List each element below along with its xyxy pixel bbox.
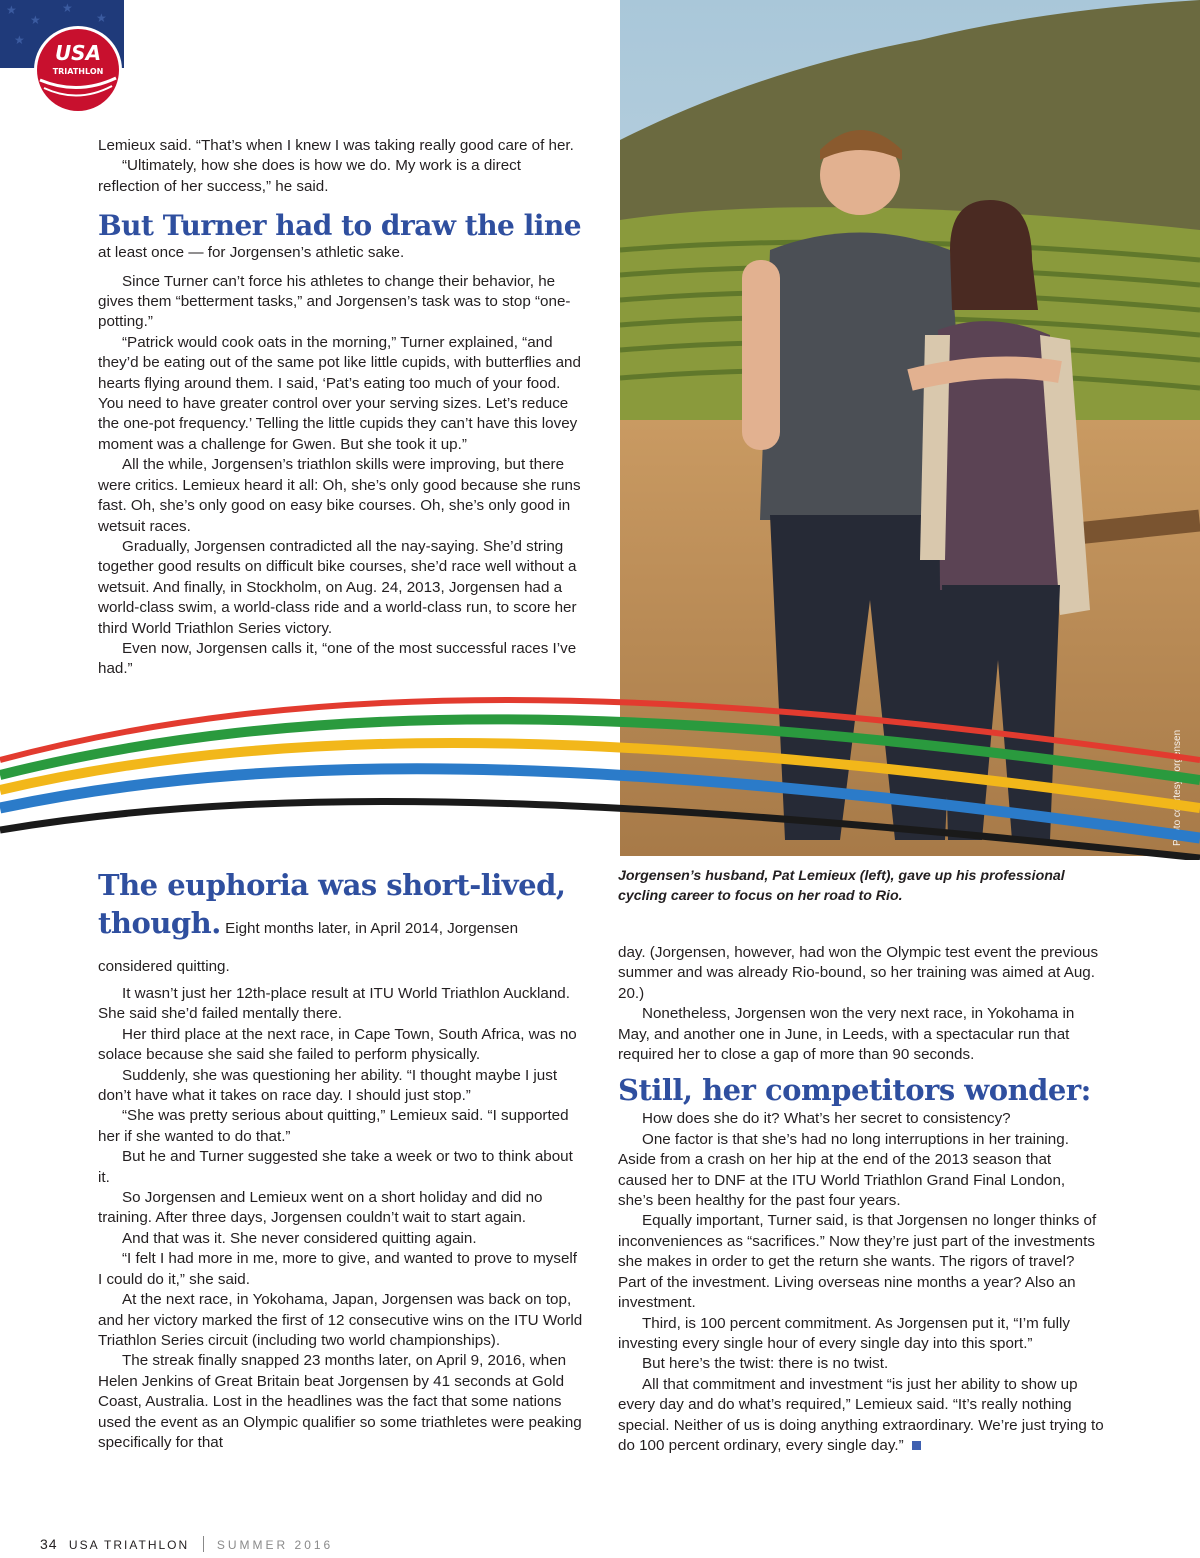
paragraph: day. (Jorgensen, however, had won the Olympic test event the previous summer and was already Rio-bound, so her training was aimed at Aug. 20.): [618, 944, 1099, 1002]
svg-text:★: ★: [14, 33, 25, 47]
paragraph: How does she do it? What’s her secret to consistency?: [642, 1110, 1011, 1128]
paragraph: “She was pretty serious about quitting,” Lemieux said. “I supported her if she wanted to do that.”: [98, 1107, 569, 1145]
paragraph: Even now, Jorgensen calls it, “one of the most successful races I’ve had.”: [98, 639, 577, 678]
photo-caption: Jorgensen’s husband, Pat Lemieux (left), gave up his professional cycling career to focus on her road to Rio.: [618, 868, 1065, 904]
section-heading-text: The euphoria was short-lived, though.: [98, 868, 566, 940]
paragraph: So Jorgensen and Lemieux went on a short holiday and did no training. After three days, Jorgensen couldn’t wait to start again.: [98, 1189, 543, 1227]
heading-lead-text: at least once — for Jorgensen’s athletic sake.: [98, 244, 405, 262]
paragraph: “Ultimately, how she does is how we do. My work is a direct reflection of her success,” he said.: [98, 157, 521, 195]
section-heading: But Turner had to draw the line: [98, 209, 582, 243]
paragraph: Lemieux said. “That’s when I knew I was taking really good care of her.: [98, 137, 574, 154]
paragraph: Nonetheless, Jorgensen won the very next race, in Yokohama in May, and another one in June, in Leeds, with a spectacular run that required her to close a gap of more than 90 seconds.: [618, 1005, 1075, 1064]
section-heading: Still, her competitors wonder:: [618, 1073, 1091, 1108]
footer-divider: [203, 1536, 204, 1552]
article-column-2: [98, 866, 584, 1453]
paragraph: But he and Turner suggested she take a week or two to think about it.: [98, 1148, 573, 1186]
issue-label: SUMMER 2016: [216, 1538, 334, 1552]
page-number: 34: [40, 1536, 58, 1552]
paragraph: Suddenly, she was questioning her ability. “I thought maybe I just don’t have what it takes on race day. I should just stop.”: [98, 1066, 558, 1105]
magazine-name: USA TRIATHLON: [68, 1538, 190, 1552]
svg-text:USA: USA: [54, 41, 102, 65]
section-heading: [98, 866, 584, 980]
paragraph: It wasn’t just her 12th-place result at ITU World Triathlon Auckland. She said she’d failed mentally there.: [98, 985, 570, 1023]
decorative-ribbons: [0, 690, 1200, 860]
svg-text:★: ★: [62, 1, 73, 15]
paragraph: At the next race, in Yokohama, Japan, Jorgensen was back on top, and her victory marked the first of 12 consecutive wins on the ITU World Triathlon Series circuit (including two world championships).: [98, 1291, 583, 1349]
paragraph: Equally important, Turner said, is that Jorgensen no longer thinks of inconveniences as “sacrifices.” Now they’re just part of the investments she makes in order to get the return she wants. The rigors of travel? Part of the investment. Living overseas nine months a year? Also an investment.: [618, 1212, 1097, 1312]
paragraph: One factor is that she’s had no long interruptions in her training. Aside from a crash on her hip at the end of the 2013 season that caused her to DNF at the ITU World Triathlon Grand Final London, she’s been healthy for the past four years.: [618, 1130, 1069, 1210]
paragraph: “I felt I had more in me, more to give, and wanted to prove to myself I could do it,” she said.: [98, 1250, 577, 1288]
paragraph: Her third place at the next race, in Cape Town, South Africa, was no solace because she said she failed to perform physically.: [98, 1025, 577, 1064]
svg-text:TRIATHLON: TRIATHLON: [52, 67, 104, 76]
subhead-paragraph: [98, 209, 584, 263]
page-footer: [40, 1536, 333, 1552]
svg-text:★: ★: [96, 11, 107, 25]
photo-credit: Photo courtesy Jorgensen: [1172, 729, 1183, 846]
paragraph: [618, 1375, 1104, 1457]
usa-triathlon-logo: [0, 0, 124, 118]
paragraph: Third, is 100 percent commitment. As Jorgensen put it, “I’m fully investing every single hour of every single day into this sport.”: [618, 1314, 1070, 1352]
paragraph: All the while, Jorgensen’s triathlon skills were improving, but there were critics. Lemieux heard it all: Oh, she’s only good because she runs fast. Oh, she’s only good on easy bike courses. Oh, she’s only good in wetsuit races.: [98, 456, 581, 535]
paragraph: Gradually, Jorgensen contradicted all the nay-saying. She’d string together good results on difficult bike courses, she’d race well without a wetsuit. And finally, in Stockholm, on Aug. 24, 2013, Jorgensen had a world-class swim, a world-class ride and a world-class run, to score her third World Triathlon Series victory.: [98, 537, 577, 637]
paragraph: And that was it. She never considered quitting again.: [122, 1229, 477, 1247]
svg-text:★: ★: [6, 3, 17, 17]
end-of-article-mark: [912, 1441, 921, 1450]
article-column-3: [618, 943, 1104, 1456]
paragraph: But here’s the twist: there is no twist.: [642, 1355, 889, 1373]
heading-lead-text: Eight months later, in April 2014, Jorgensen considered quitting.: [98, 920, 519, 975]
paragraph: “Patrick would cook oats in the morning,” Turner explained, “and they’d be eating out of the same pot like little cupids, with butterflies and hearts flying around them. I said, ‘Pat’s eating too much of your food. You need to have greater control over your serving sizes. Let’s reduce the one-pot frequency.’ Telling the little cupids they can’t have this lovey moment was a challenge for Gwen. But she took it up.”: [98, 333, 581, 453]
paragraph: Since Turner can’t force his athletes to change their behavior, he gives them “betterment tasks,” and Jorgensen’s task was to stop “one-potting.”: [98, 272, 571, 331]
paragraph-text: All that commitment and investment “is just her ability to show up every day and do what’s required,” Lemieux said. “It’s really nothing special. Neither of us is doing anything extraordinary. We’re just trying to do 100 percent ordinary, every single day.”: [618, 1375, 1104, 1454]
svg-text:★: ★: [30, 13, 41, 27]
article-column-1: [98, 136, 584, 680]
paragraph: The streak finally snapped 23 months later, on April 9, 2016, when Helen Jenkins of Great Britain beat Jorgensen by 41 seconds at Gold Coast, Australia. Lost in the headlines was the fact that some nations used the event as an Olympic qualifier so some triathletes were peaking specifically for that: [98, 1352, 582, 1451]
